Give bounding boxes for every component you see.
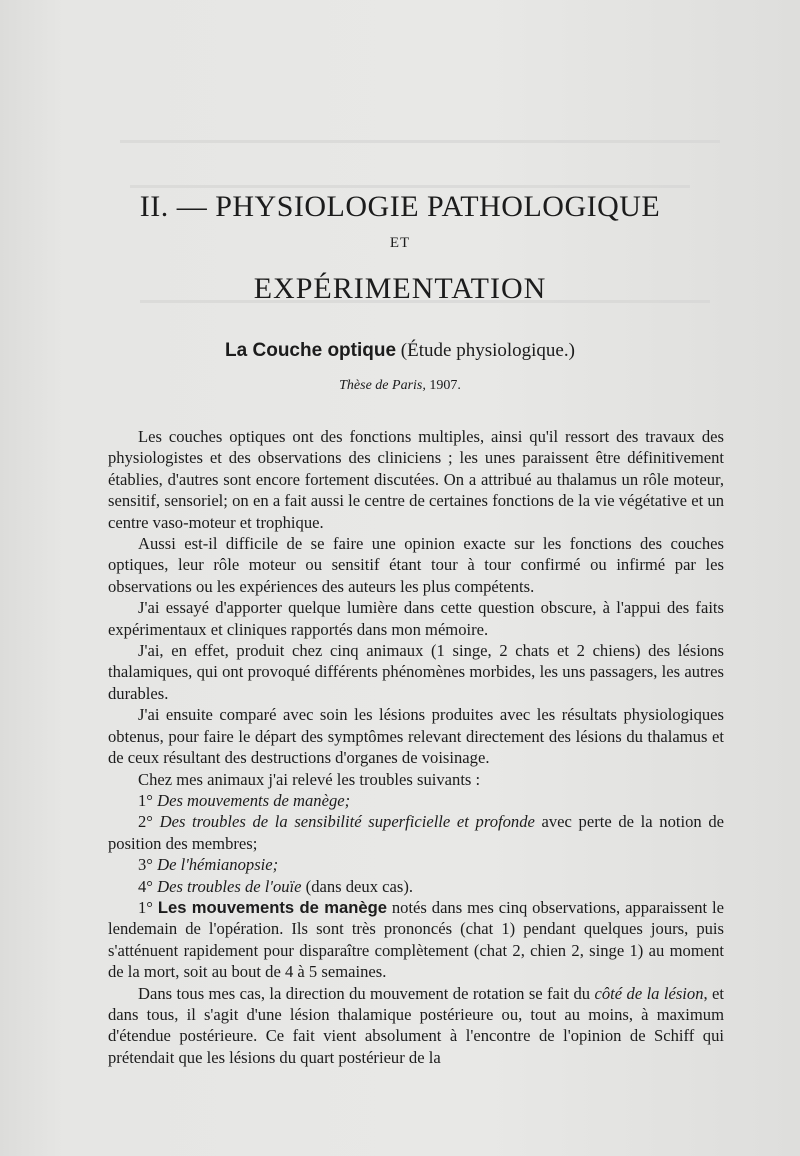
paragraph-start: Dans tous mes cas, la direction du mouvement de rotation se fait du xyxy=(138,983,595,1003)
paragraph: J'ai ensuite comparé avec soin les lésions produites avec les résultats physiologiques obtenus, pour faire le départ des symptômes relevant directement des lésions du thalamus et de ceux résultant des destructions d'organes de voisinage. xyxy=(108,705,724,768)
paragraph: J'ai essayé d'apporter quelque lumière dans cette question obscure, à l'appui des faits expérimentaux et cliniques rapportés dans mon mémoire. xyxy=(108,598,724,639)
list-text-italic: Des troubles de l'ouïe xyxy=(157,876,302,896)
article-body xyxy=(108,426,724,1068)
list-number: 1° xyxy=(138,790,153,810)
section-heading: Les mouvements de manège xyxy=(157,897,387,917)
list-text: De l'hémianopsie; xyxy=(157,855,279,875)
list-item xyxy=(108,876,724,897)
source-italic: Thèse de Paris, xyxy=(339,378,426,393)
list-item xyxy=(108,854,724,875)
paragraph: Les couches optiques ont des fonctions multiples, ainsi qu'il ressort des travaux des physiologistes et des observations des cliniciens ; les unes paraissent être définitivement établies, d'autres sont encore fortement discutées. On a attribué au thalamus un rôle moteur, sensitif, sensoriel; on en a fait aussi le centre de certaines fonctions de la vie végétative et un centre vaso-moteur et trophique. xyxy=(108,427,724,532)
chapter-title: II. — PHYSIOLOGIE PATHOLOGIQUE xyxy=(139,190,661,223)
list-number: 4° xyxy=(138,876,153,896)
paragraph-italic: côté de la lésion xyxy=(594,983,704,1003)
paragraph: Aussi est-il difficile de se faire une opinion exacte sur les fonctions des couches optiques, leur rôle moteur ou sensitif étant tour à tour confirmé ou infirmé par les observations ou les expériences des auteurs les plus compétents. xyxy=(108,534,724,596)
list-item xyxy=(108,811,724,854)
section-paragraph xyxy=(108,897,724,983)
list-item xyxy=(108,790,724,811)
list-text: Des mouvements de manège; xyxy=(157,790,351,810)
paragraph-rest: , et dans tous, il s'agit d'une lésion thalamique postérieure ou, tout au moins, à maximum d'étendue postérieure. Ce fait vient absolument à l'encontre de l'opinion de Schiff qui prétendait que les lésions du quart postérieur de la xyxy=(108,983,725,1067)
section-text: notés dans mes cinq observations, apparaissent le lendemain de l'opération. Ils sont très prononcés (chat 1) pendant quelques jours, puis s'atténuent rapidement pour disparaître complètement (chat 2, chien 2, singe 1) au moment de la mort, soit au bout de 4 à 5 semaines. xyxy=(108,897,724,982)
chapter-title-conjunction: ET xyxy=(389,235,411,251)
paragraph: J'ai, en effet, produit chez cinq animaux (1 singe, 2 chats et 2 chiens) des lésions thalamiques, qui ont provoqué différents phénomènes morbides, les uns passagers, les autres durables. xyxy=(108,641,724,703)
list-text-rest: (dans deux cas). xyxy=(301,876,414,896)
article-source xyxy=(0,378,800,394)
article-title xyxy=(0,340,800,362)
section-number: 1° xyxy=(138,897,153,917)
article-title-rest: (Étude physiologique.) xyxy=(396,340,575,361)
article-title-bold: La Couche optique xyxy=(225,340,397,361)
bleed-through xyxy=(120,140,720,143)
bleed-through xyxy=(130,185,690,188)
chapter-title-second: EXPÉRIMENTATION xyxy=(253,272,547,305)
source-year: 1907. xyxy=(425,378,461,393)
list-number: 2° xyxy=(138,812,153,832)
paragraph: Chez mes animaux j'ai relevé les troubles suivants : xyxy=(138,769,481,789)
paragraph xyxy=(108,983,724,1069)
list-text-italic: Des troubles de la sensibilité superficielle et profonde xyxy=(159,812,535,832)
list-text-rest: avec perte de la notion de position des membres; xyxy=(108,812,724,853)
list-number: 3° xyxy=(138,855,153,875)
